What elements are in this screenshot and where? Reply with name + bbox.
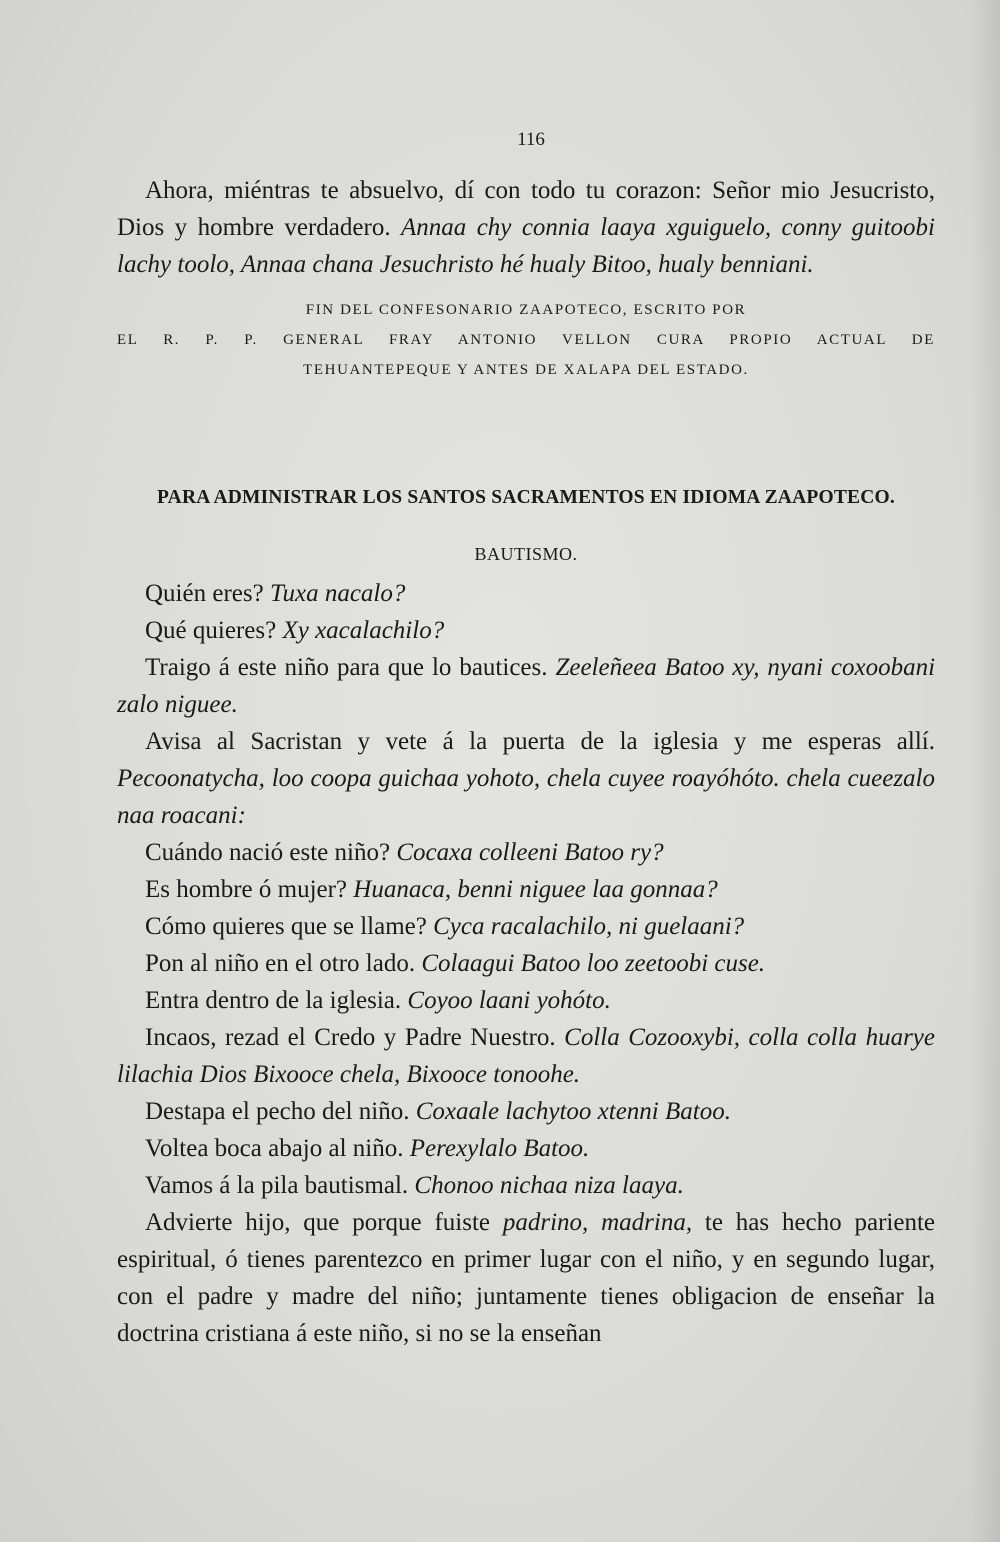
page-content <box>117 125 935 1352</box>
entry-spanish: Qué quieres? <box>145 617 277 644</box>
entry-spanish: Voltea boca abajo al niño. <box>145 1135 404 1162</box>
final-italic: padrino, madrina, <box>502 1209 693 1236</box>
entry-spanish: Entra dentro de la iglesia. <box>145 987 402 1014</box>
dialogue-list <box>117 575 935 1204</box>
colophon-line-1: FIN DEL CONFESONARIO ZAAPOTECO, ESCRITO POR <box>305 302 747 318</box>
entry-spanish: Traigo á este niño para que lo bautices. <box>145 654 548 681</box>
dialogue-entry <box>117 871 935 908</box>
entry-spanish: Quién eres? <box>145 580 264 607</box>
dialogue-entry <box>117 945 935 982</box>
dialogue-entry <box>117 612 935 649</box>
dialogue-entry <box>117 1093 935 1130</box>
dialogue-entry <box>117 575 935 612</box>
entry-zapotec: Colla Cozooxybi, colla colla huarye lilachia Dios Bixooce chela, Bixooce tonoohe. <box>117 1024 935 1088</box>
dialogue-entry <box>117 1019 935 1093</box>
final-text-2: te has hecho pariente espiritual, ó tienes parentezco en primer lugar con el niño, y en segundo lugar, con el padre y madre del niño; juntamente tienes obligacion de enseñar la doctrina cristiana á este niño, si no se la enseñan <box>117 1209 935 1347</box>
entry-zapotec: Xy xacalachilo? <box>282 617 445 644</box>
entry-zapotec: Cocaxa colleeni Batoo ry? <box>396 839 664 866</box>
entry-spanish: Es hombre ó mujer? <box>145 876 348 903</box>
entry-spanish: Cuándo nació este niño? <box>145 839 391 866</box>
entry-zapotec: Tuxa nacalo? <box>269 580 406 607</box>
intro-spanish: Ahora, miéntras te absuelvo, dí con todo tu corazon: Señor mio Jesucristo, Dios y hombre verdadero. <box>117 177 935 241</box>
entry-spanish: Incaos, rezad el Credo y Padre Nuestro. <box>145 1024 556 1051</box>
entry-zapotec: Huanaca, benni niguee laa gonnaa? <box>353 876 718 903</box>
dialogue-entry <box>117 908 935 945</box>
colophon-line-3: TEHUANTEPEQUE Y ANTES DE XALAPA DEL ESTADO. <box>303 362 749 378</box>
final-paragraph <box>117 1204 935 1352</box>
entry-spanish: Destapa el pecho del niño. <box>145 1098 410 1125</box>
entry-zapotec: Chonoo nichaa niza laaya. <box>414 1172 684 1199</box>
dialogue-entry <box>117 723 935 834</box>
entry-zapotec: Coxaale lachytoo xtenni Batoo. <box>415 1098 731 1125</box>
colophon <box>117 295 935 385</box>
dialogue-entry <box>117 1130 935 1167</box>
entry-zapotec: Cyca racalachilo, ni guelaani? <box>433 913 745 940</box>
entry-zapotec: Perexylalo Batoo. <box>409 1135 590 1162</box>
page-edge-shadow <box>970 0 1000 1542</box>
dialogue-entry <box>117 1167 935 1204</box>
dialogue-entry <box>117 649 935 723</box>
entry-zapotec: Colaagui Batoo loo zeetoobi cuse. <box>421 950 766 977</box>
page-number: 116 <box>517 129 545 150</box>
entry-zapotec: Coyoo laani yohóto. <box>407 987 611 1014</box>
entry-spanish: Pon al niño en el otro lado. <box>145 950 416 977</box>
dialogue-entry <box>117 834 935 871</box>
intro-paragraph <box>117 172 935 283</box>
colophon-line-2: EL R. P. P. GENERAL FRAY ANTONIO VELLON CURA PROPIO ACTUAL DE <box>117 332 935 348</box>
intro-zapotec: Annaa chy connia laaya xguiguelo, conny guitoobi lachy toolo, Annaa chana Jesuchristo hé hualy Bitoo, hualy benniani. <box>117 214 935 278</box>
entry-zapotec: Zeeleñeea Batoo xy, nyani coxoobani zalo niguee. <box>117 654 936 718</box>
section-title: PARA ADMINISTRAR LOS SANTOS SACRAMENTOS EN IDIOMA ZAAPOTECO. <box>157 487 895 508</box>
subheading-bautismo: BAUTISMO. <box>474 544 578 564</box>
entry-spanish: Avisa al Sacristan y vete á la puerta de la iglesia y me esperas allí. <box>145 728 935 755</box>
entry-zapotec: Pecoonatycha, loo coopa guichaa yohoto, chela cuyee roayóhóto. chela cueezalo naa roacani: <box>117 765 935 829</box>
entry-spanish: Cómo quieres que se llame? <box>145 913 427 940</box>
entry-spanish: Vamos á la pila bautismal. <box>145 1172 409 1199</box>
final-text-1: Advierte hijo, que porque fuiste <box>145 1209 503 1236</box>
dialogue-entry <box>117 982 935 1019</box>
